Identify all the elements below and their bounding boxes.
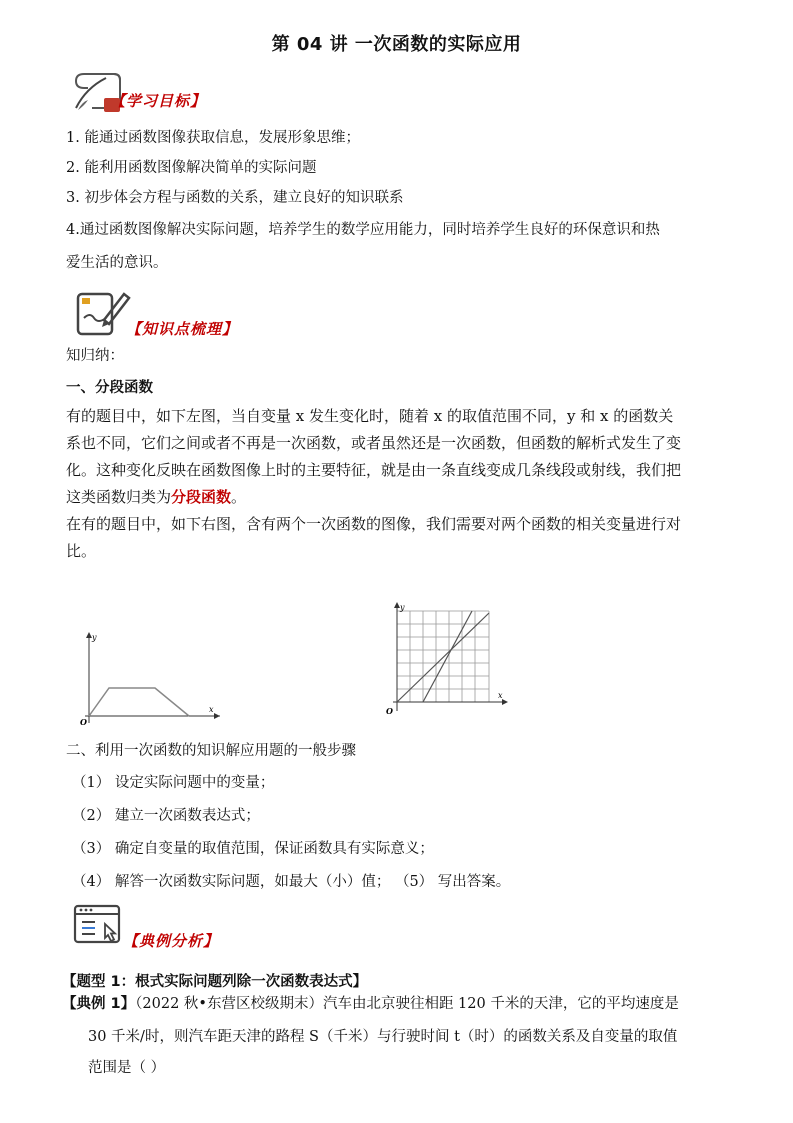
page-title: 第 04 讲 一次函数的实际应用 (271, 34, 522, 55)
goal-item-4-cont: 爱生活的意识。 (66, 255, 168, 271)
example-1-line-3: 范围是（ ） (88, 1060, 166, 1076)
goal-item-3: 3. 初步体会方程与函数的关系，建立良好的知识联系 (66, 190, 404, 206)
goals-banner: 【学习目标】 (110, 92, 207, 110)
p1-line-2: 系也不同，它们之间或者不再是一次函数，或者虽然还是一次函数，但函数的解析式发生了变 (66, 434, 682, 452)
x-axis-label: x (209, 705, 214, 714)
knowledge-intro: 知归纳： (66, 348, 124, 364)
example-1-line-1 (62, 994, 679, 1014)
p1-line-1: 有的题目中，如下左图，当自变量 x 发生变化时，随着 x 的取值范围不同，y 和 x 的函数关 (66, 407, 674, 425)
step-1: （1） 设定实际问题中的变量； (72, 775, 275, 791)
x-axis-arrow (214, 713, 220, 719)
goal-item-1: 1. 能通过函数图像获取信息，发展形象思维； (66, 130, 360, 146)
goal-item-4: 4.通过函数图像解决实际问题，培养学生的数学应用能力，同时培养学生良好的环保意识和热 (66, 222, 660, 238)
example-1-text-1: （2022 秋•东营区校级期末）汽车由北京驶往相距 120 千米的天津，它的平均速度是 (135, 996, 679, 1012)
step-3: （3） 确定自变量的取值范围，保证函数具有实际意义； (72, 841, 434, 857)
heading-piecewise: 一、分段函数 (66, 380, 153, 396)
browser-pointer-icon (73, 902, 129, 952)
goals-section-header (70, 68, 270, 116)
x-axis-label: x (498, 691, 503, 700)
line-b (423, 611, 472, 702)
example-1-line-2: 30 千米/时，则汽车距天津的路程 S（千米）与行驶时间 t（时）的函数关系及自变量的取值 (88, 1029, 678, 1045)
p2-line-2: 比。 (66, 542, 97, 560)
step-2: （2） 建立一次函数表达式； (72, 808, 260, 824)
p1-line-4 (66, 484, 736, 511)
examples-section-header (73, 902, 293, 954)
graph-piecewise (75, 628, 225, 728)
piecewise-line (89, 688, 189, 716)
graph-two-lines (383, 601, 513, 721)
example-1-label: 【典例 1】 (62, 996, 136, 1012)
p2-line-1: 在有的题目中，如下右图，含有两个一次函数的图像，我们需要对两个函数的相关变量进行对 (66, 515, 682, 533)
p1-line-3: 化。这种变化反映在函数图像上时的主要特征，就是由一条直线变成几条线段或射线，我们把 (66, 461, 682, 479)
knowledge-banner: 【知识点梳理】 (126, 320, 239, 338)
knowledge-section-header (74, 284, 294, 340)
goal-item-2: 2. 能利用函数图像解决简单的实际问题 (66, 160, 317, 176)
question-type-1: 【题型 1：根式实际问题列除一次函数表达式】 (62, 974, 368, 990)
piecewise-term: 分段函数 (171, 488, 232, 506)
origin-label: O (386, 706, 393, 716)
y-axis-label: y (92, 633, 97, 642)
y-axis-label: y (400, 603, 405, 612)
origin-label: O (80, 717, 87, 727)
notebook-pencil-icon (74, 284, 132, 340)
examples-banner: 【典例分析】 (123, 932, 220, 950)
p1-line-4-pre: 这类函数归类为 (66, 488, 172, 506)
step-4-5: （4） 解答一次函数实际问题，如最大（小）值； （5） 写出答案。 (72, 874, 511, 890)
p1-line-4-post: 。 (231, 488, 247, 506)
heading-steps: 二、利用一次函数的知识解应用题的一般步骤 (66, 743, 356, 759)
x-axis-arrow (502, 699, 508, 705)
paragraph-piecewise (66, 403, 736, 565)
